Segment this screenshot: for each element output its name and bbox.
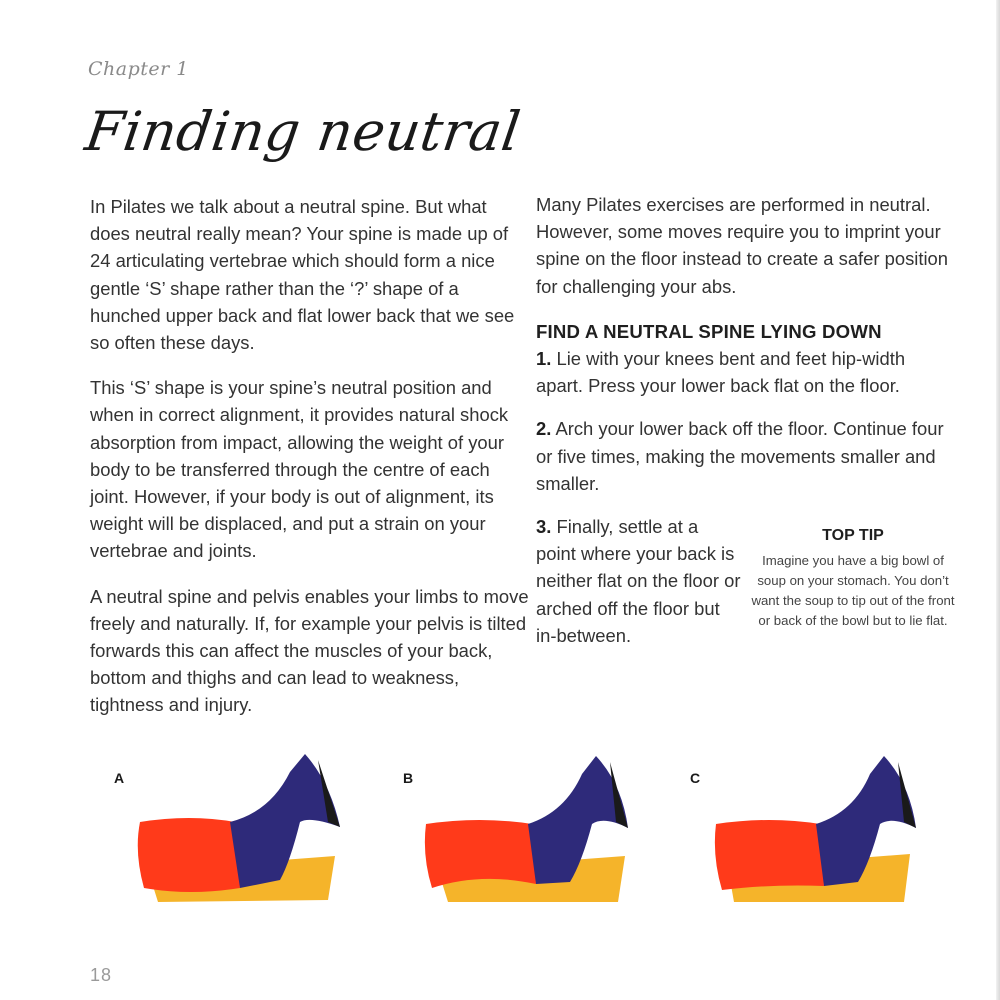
paragraph: This ‘S’ shape is your spine’s neutral position and when in correct alignment, it provides natural shock absorption from impact, allowing the weight of your body to be transferred through the centre of each joint. However, if your body is out of alignment, its weight will be displaced, and put a strain on your vertebrae and joints. [90,377,509,562]
photo-b-arched-back [420,752,650,902]
step-number: 2. [536,418,552,440]
step-2 [536,415,956,497]
top-tip-box [748,527,958,631]
page-number: 18 [90,965,113,985]
step-3 [536,513,741,649]
page-title: Finding neutral [81,100,525,163]
step-1 [536,345,956,399]
step-text: Finally, settle at a point where your back is neither flat on the floor or arched off the floor but in-between. [536,516,741,646]
photo-label-a: A [114,770,125,786]
photo-label-b: B [403,770,414,786]
photo-c-neutral-spine [710,752,940,902]
page-edge-shadow [996,0,1000,1000]
chapter-label: Chapter 1 [88,58,189,80]
intro-paragraph: Many Pilates exercises are performed in neutral. However, some moves require you to imprint your spine on the floor instead to create a safer position for challenging your abs. [536,194,949,297]
top-tip-title: TOP TIP [822,527,884,544]
photo-a-flat-back [130,752,360,902]
step-text: Lie with your knees bent and feet hip-width apart. Press your lower back flat on the floor. [536,348,906,397]
step-text: Arch your lower back off the floor. Continue four or five times, making the movements smaller and smaller. [536,418,944,494]
paragraph: A neutral spine and pelvis enables your limbs to move freely and naturally. If, for example your pelvis is tilted forwards this can affect the muscles of your back, bottom and thighs and can lead to weakness, tightness and injury. [90,585,529,716]
photo-label-c: C [690,770,701,786]
left-column [90,193,530,737]
top-tip-text: Imagine you have a big bowl of soup on your stomach. You don’t want the soup to tip out of the front or back of the bowl but to lie flat. [751,553,955,628]
step-number: 1. [536,348,552,370]
paragraph: In Pilates we talk about a neutral spine. But what does neutral really mean? Your spine is made up of 24 articulating vertebrae which should form a nice gentle ‘S’ shape rather than the ‘?’ shape of a hunched upper back and flat lower back that we see so often these days. [90,196,515,354]
section-heading: FIND A NEUTRAL SPINE LYING DOWN [536,320,882,342]
step-number: 3. [536,516,552,538]
